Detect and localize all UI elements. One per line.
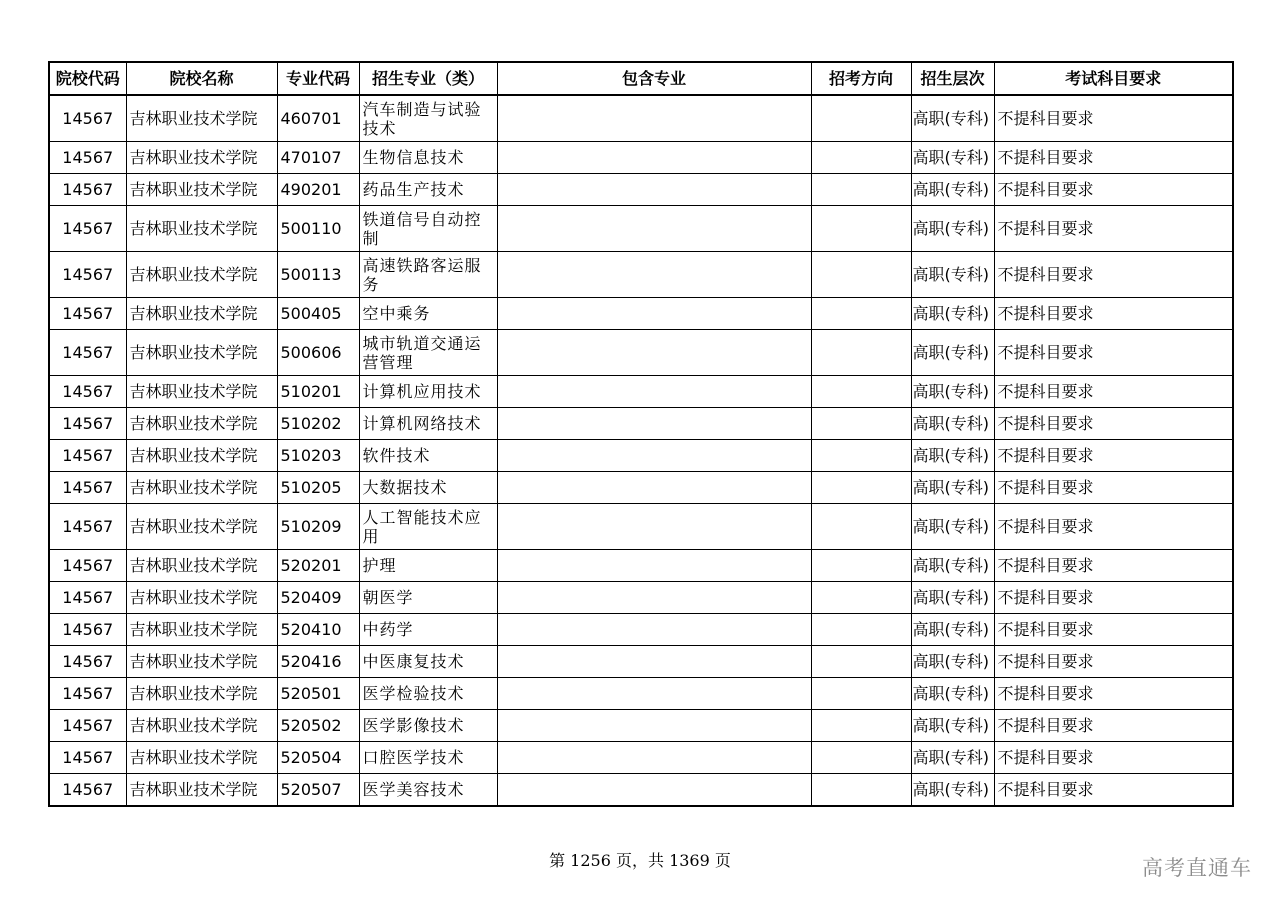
major-code-cell: 520409 xyxy=(277,582,359,614)
direction-cell xyxy=(811,330,911,376)
major-cell: 生物信息技术 xyxy=(359,142,497,174)
major-code-cell: 510201 xyxy=(277,376,359,408)
requirement-cell: 不提科目要求 xyxy=(994,376,1233,408)
level-cell: 高职(专科) xyxy=(911,646,994,678)
level-cell: 高职(专科) xyxy=(911,614,994,646)
includes-cell xyxy=(497,472,811,504)
school-code-cell: 14567 xyxy=(49,582,126,614)
requirement-cell: 不提科目要求 xyxy=(994,95,1233,142)
school-name-cell: 吉林职业技术学院 xyxy=(126,504,277,550)
table-row xyxy=(49,408,1233,440)
header-level: 招生层次 xyxy=(911,62,994,95)
level-cell: 高职(专科) xyxy=(911,95,994,142)
includes-cell xyxy=(497,678,811,710)
school-code-cell: 14567 xyxy=(49,142,126,174)
direction-cell xyxy=(811,710,911,742)
requirement-cell: 不提科目要求 xyxy=(994,550,1233,582)
major-cell: 汽车制造与试验技术 xyxy=(359,95,497,142)
header-major: 招生专业（类） xyxy=(359,62,497,95)
table-row xyxy=(49,440,1233,472)
school-code-cell: 14567 xyxy=(49,95,126,142)
includes-cell xyxy=(497,298,811,330)
school-name-cell: 吉林职业技术学院 xyxy=(126,742,277,774)
direction-cell xyxy=(811,742,911,774)
table-row xyxy=(49,742,1233,774)
includes-cell xyxy=(497,710,811,742)
includes-cell xyxy=(497,550,811,582)
requirement-cell: 不提科目要求 xyxy=(994,142,1233,174)
table-row xyxy=(49,142,1233,174)
school-name-cell: 吉林职业技术学院 xyxy=(126,678,277,710)
header-school-name: 院校名称 xyxy=(126,62,277,95)
header-school-code: 院校代码 xyxy=(49,62,126,95)
major-code-cell: 500113 xyxy=(277,252,359,298)
table-row xyxy=(49,646,1233,678)
header-requirement: 考试科目要求 xyxy=(994,62,1233,95)
level-cell: 高职(专科) xyxy=(911,174,994,206)
school-name-cell: 吉林职业技术学院 xyxy=(126,774,277,807)
direction-cell xyxy=(811,298,911,330)
enrollment-table xyxy=(48,61,1234,807)
level-cell: 高职(专科) xyxy=(911,376,994,408)
direction-cell xyxy=(811,504,911,550)
requirement-cell: 不提科目要求 xyxy=(994,646,1233,678)
major-code-cell: 500606 xyxy=(277,330,359,376)
school-code-cell: 14567 xyxy=(49,440,126,472)
school-code-cell: 14567 xyxy=(49,206,126,252)
header-direction: 招考方向 xyxy=(811,62,911,95)
includes-cell xyxy=(497,742,811,774)
school-code-cell: 14567 xyxy=(49,472,126,504)
level-cell: 高职(专科) xyxy=(911,582,994,614)
school-code-cell: 14567 xyxy=(49,550,126,582)
direction-cell xyxy=(811,678,911,710)
direction-cell xyxy=(811,408,911,440)
requirement-cell: 不提科目要求 xyxy=(994,174,1233,206)
includes-cell xyxy=(497,376,811,408)
table-row xyxy=(49,504,1233,550)
level-cell: 高职(专科) xyxy=(911,742,994,774)
table-row xyxy=(49,472,1233,504)
school-name-cell: 吉林职业技术学院 xyxy=(126,472,277,504)
major-code-cell: 510205 xyxy=(277,472,359,504)
level-cell: 高职(专科) xyxy=(911,550,994,582)
major-code-cell: 520507 xyxy=(277,774,359,807)
level-cell: 高职(专科) xyxy=(911,472,994,504)
requirement-cell: 不提科目要求 xyxy=(994,614,1233,646)
school-name-cell: 吉林职业技术学院 xyxy=(126,174,277,206)
includes-cell xyxy=(497,582,811,614)
requirement-cell: 不提科目要求 xyxy=(994,252,1233,298)
school-name-cell: 吉林职业技术学院 xyxy=(126,550,277,582)
school-name-cell: 吉林职业技术学院 xyxy=(126,614,277,646)
school-code-cell: 14567 xyxy=(49,742,126,774)
includes-cell xyxy=(497,330,811,376)
major-cell: 计算机应用技术 xyxy=(359,376,497,408)
school-code-cell: 14567 xyxy=(49,614,126,646)
school-code-cell: 14567 xyxy=(49,252,126,298)
requirement-cell: 不提科目要求 xyxy=(994,440,1233,472)
direction-cell xyxy=(811,252,911,298)
school-code-cell: 14567 xyxy=(49,774,126,807)
major-code-cell: 510202 xyxy=(277,408,359,440)
major-cell: 医学检验技术 xyxy=(359,678,497,710)
school-code-cell: 14567 xyxy=(49,376,126,408)
requirement-cell: 不提科目要求 xyxy=(994,330,1233,376)
major-cell: 药品生产技术 xyxy=(359,174,497,206)
major-cell: 护理 xyxy=(359,550,497,582)
major-cell: 空中乘务 xyxy=(359,298,497,330)
direction-cell xyxy=(811,614,911,646)
table-row xyxy=(49,298,1233,330)
requirement-cell: 不提科目要求 xyxy=(994,298,1233,330)
includes-cell xyxy=(497,174,811,206)
major-cell: 计算机网络技术 xyxy=(359,408,497,440)
major-cell: 中医康复技术 xyxy=(359,646,497,678)
page-number: 第 1256 页，共 1369 页 xyxy=(549,851,731,870)
school-name-cell: 吉林职业技术学院 xyxy=(126,206,277,252)
major-cell: 朝医学 xyxy=(359,582,497,614)
direction-cell xyxy=(811,376,911,408)
table-row xyxy=(49,550,1233,582)
major-cell: 大数据技术 xyxy=(359,472,497,504)
school-code-cell: 14567 xyxy=(49,504,126,550)
direction-cell xyxy=(811,440,911,472)
table-row xyxy=(49,678,1233,710)
school-code-cell: 14567 xyxy=(49,298,126,330)
requirement-cell: 不提科目要求 xyxy=(994,582,1233,614)
table-body xyxy=(49,95,1233,806)
major-cell: 口腔医学技术 xyxy=(359,742,497,774)
major-cell: 高速铁路客运服务 xyxy=(359,252,497,298)
direction-cell xyxy=(811,550,911,582)
includes-cell xyxy=(497,504,811,550)
includes-cell xyxy=(497,614,811,646)
level-cell: 高职(专科) xyxy=(911,408,994,440)
header-includes: 包含专业 xyxy=(497,62,811,95)
school-name-cell: 吉林职业技术学院 xyxy=(126,582,277,614)
school-code-cell: 14567 xyxy=(49,710,126,742)
major-code-cell: 510203 xyxy=(277,440,359,472)
school-code-cell: 14567 xyxy=(49,174,126,206)
requirement-cell: 不提科目要求 xyxy=(994,504,1233,550)
level-cell: 高职(专科) xyxy=(911,504,994,550)
major-cell: 人工智能技术应用 xyxy=(359,504,497,550)
major-code-cell: 470107 xyxy=(277,142,359,174)
includes-cell xyxy=(497,142,811,174)
major-code-cell: 520501 xyxy=(277,678,359,710)
direction-cell xyxy=(811,95,911,142)
school-name-cell: 吉林职业技术学院 xyxy=(126,298,277,330)
requirement-cell: 不提科目要求 xyxy=(994,742,1233,774)
includes-cell xyxy=(497,408,811,440)
major-code-cell: 460701 xyxy=(277,95,359,142)
table-row xyxy=(49,614,1233,646)
major-code-cell: 520504 xyxy=(277,742,359,774)
level-cell: 高职(专科) xyxy=(911,710,994,742)
major-code-cell: 520502 xyxy=(277,710,359,742)
major-cell: 医学美容技术 xyxy=(359,774,497,807)
includes-cell xyxy=(497,646,811,678)
requirement-cell: 不提科目要求 xyxy=(994,472,1233,504)
school-name-cell: 吉林职业技术学院 xyxy=(126,142,277,174)
major-cell: 软件技术 xyxy=(359,440,497,472)
includes-cell xyxy=(497,252,811,298)
school-name-cell: 吉林职业技术学院 xyxy=(126,330,277,376)
major-code-cell: 520410 xyxy=(277,614,359,646)
header-row xyxy=(49,62,1233,95)
includes-cell xyxy=(497,206,811,252)
requirement-cell: 不提科目要求 xyxy=(994,710,1233,742)
direction-cell xyxy=(811,646,911,678)
major-cell: 中药学 xyxy=(359,614,497,646)
table-row xyxy=(49,206,1233,252)
direction-cell xyxy=(811,206,911,252)
table-row xyxy=(49,582,1233,614)
direction-cell xyxy=(811,142,911,174)
watermark-logo: 高考直通车 xyxy=(1142,856,1252,880)
direction-cell xyxy=(811,174,911,206)
school-name-cell: 吉林职业技术学院 xyxy=(126,95,277,142)
requirement-cell: 不提科目要求 xyxy=(994,408,1233,440)
table-row xyxy=(49,376,1233,408)
school-name-cell: 吉林职业技术学院 xyxy=(126,408,277,440)
major-code-cell: 520416 xyxy=(277,646,359,678)
level-cell: 高职(专科) xyxy=(911,298,994,330)
school-code-cell: 14567 xyxy=(49,330,126,376)
school-name-cell: 吉林职业技术学院 xyxy=(126,440,277,472)
level-cell: 高职(专科) xyxy=(911,142,994,174)
direction-cell xyxy=(811,582,911,614)
table-row xyxy=(49,95,1233,142)
major-code-cell: 490201 xyxy=(277,174,359,206)
table-row xyxy=(49,174,1233,206)
major-code-cell: 510209 xyxy=(277,504,359,550)
school-code-cell: 14567 xyxy=(49,646,126,678)
direction-cell xyxy=(811,774,911,807)
major-cell: 铁道信号自动控制 xyxy=(359,206,497,252)
table-header xyxy=(49,62,1233,95)
includes-cell xyxy=(497,440,811,472)
major-code-cell: 500110 xyxy=(277,206,359,252)
requirement-cell: 不提科目要求 xyxy=(994,774,1233,807)
school-code-cell: 14567 xyxy=(49,678,126,710)
major-code-cell: 520201 xyxy=(277,550,359,582)
requirement-cell: 不提科目要求 xyxy=(994,678,1233,710)
school-code-cell: 14567 xyxy=(49,408,126,440)
direction-cell xyxy=(811,472,911,504)
table-row xyxy=(49,330,1233,376)
major-cell: 城市轨道交通运营管理 xyxy=(359,330,497,376)
school-name-cell: 吉林职业技术学院 xyxy=(126,646,277,678)
includes-cell xyxy=(497,774,811,807)
school-name-cell: 吉林职业技术学院 xyxy=(126,710,277,742)
level-cell: 高职(专科) xyxy=(911,678,994,710)
table-row xyxy=(49,774,1233,807)
table-row xyxy=(49,252,1233,298)
requirement-cell: 不提科目要求 xyxy=(994,206,1233,252)
major-cell: 医学影像技术 xyxy=(359,710,497,742)
table-row xyxy=(49,710,1233,742)
school-name-cell: 吉林职业技术学院 xyxy=(126,252,277,298)
level-cell: 高职(专科) xyxy=(911,440,994,472)
header-major-code: 专业代码 xyxy=(277,62,359,95)
includes-cell xyxy=(497,95,811,142)
major-code-cell: 500405 xyxy=(277,298,359,330)
level-cell: 高职(专科) xyxy=(911,774,994,807)
level-cell: 高职(专科) xyxy=(911,330,994,376)
level-cell: 高职(专科) xyxy=(911,206,994,252)
school-name-cell: 吉林职业技术学院 xyxy=(126,376,277,408)
level-cell: 高职(专科) xyxy=(911,252,994,298)
